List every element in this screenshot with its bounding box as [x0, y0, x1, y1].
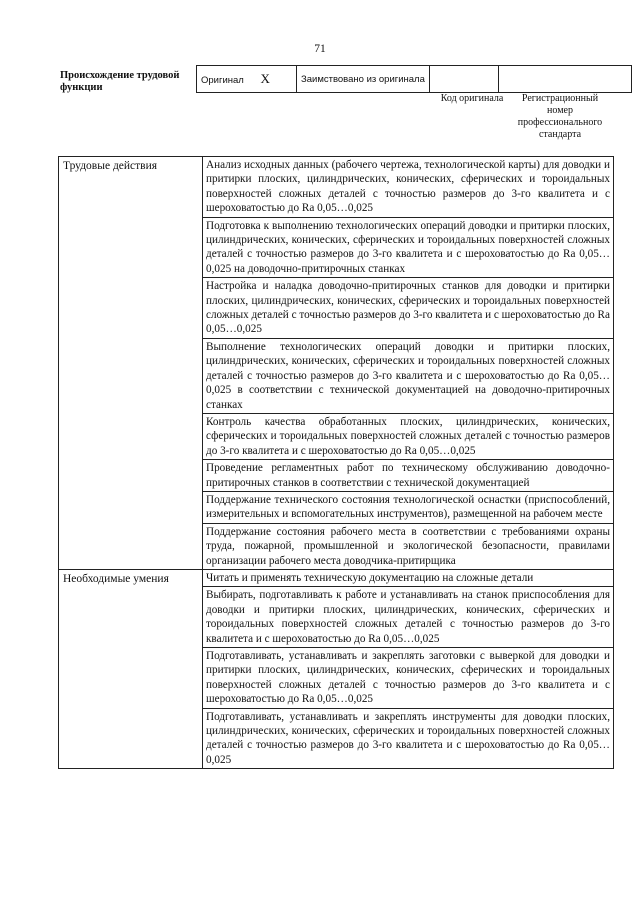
section-label: Трудовые действия: [59, 157, 203, 570]
section-item: Читать и применять техническую документацию на сложные детали: [203, 569, 614, 586]
table-row: [59, 157, 614, 218]
section-item: Подготавливать, устанавливать и закреплять заготовки с выверкой для доводки и притирки плоских, цилиндрических, конических, сферических и тороидальных поверхностей сложных деталей с точностью размеров до 3-го квалитета и с шероховатостью до Ra 0,05…0,025: [203, 648, 614, 709]
original-mark: X: [260, 71, 270, 86]
section-item: Контроль качества обработанных плоских, цилиндрических, конических, сферических и тороидальных поверхностей сложных деталей с точностью размеров до 3-го квалитета и с шероховатостью до Ra 0,05…0,025: [203, 413, 614, 459]
origin-label: Происхождение трудовой функции: [60, 70, 180, 93]
origin-table: [196, 65, 632, 93]
page-number: 71: [314, 43, 326, 55]
original-label: Оригинал: [201, 75, 244, 86]
reg-number-cell: [499, 66, 632, 93]
borrowed-cell: Заимствовано из оригинала: [297, 66, 430, 93]
reg-number-caption: Регистрационный номер профессионального стандарта: [517, 93, 603, 140]
section-item: Выполнение технологических операций доводки и притирки плоских, цилиндрических, конических, сферических и тороидальных поверхностей сложных деталей с точностью размеров до 3-го квалитета и с шероховатостью до Ra 0,05…0,025 в соответствии с технической документацией на доводочно-притирочных станках: [203, 338, 614, 413]
section-item: Проведение регламентных работ по техническому обслуживанию доводочно-притирочных станков в соответствии с технической документацией: [203, 460, 614, 492]
section-item: Выбирать, подготавливать к работе и устанавливать на станок приспособления для доводки и притирки плоских, цилиндрических, конических, сферических и тороидальных поверхностей сложных деталей с точностью размеров до 3-го квалитета и с шероховатостью до Ra 0,05…0,025: [203, 587, 614, 648]
section-item: Подготавливать, устанавливать и закреплять инструменты для доводки плоских, цилиндрических, конических, сферических и тороидальных поверхностей сложных деталей с точностью размеров до 3-го квалитета и с шероховатостью до Ra 0,05…0,025: [203, 708, 614, 769]
section-item: Анализ исходных данных (рабочего чертежа, технологической карты) для доводки и притирки плоских, цилиндрических, конических, сферических и тороидальных поверхностей сложных деталей с точностью размеров до 3-го квалитета и с шероховатостью до Ra 0,05…0,025: [203, 157, 614, 218]
labor-function-table: [58, 156, 614, 769]
section-item: Настройка и наладка доводочно-притирочных станков для доводки и притирки плоских, цилиндрических, конических, сферических и тороидальных поверхностей сложных деталей с точностью размеров до 3-го квалитета и с шероховатостью до Ra 0,05…0,025: [203, 278, 614, 339]
section-item: Поддержание состояния рабочего места в соответствии с требованиями охраны труда, пожарной, промышленной и экологической безопасности, правилами организации рабочего места доводчика-притирщика: [203, 523, 614, 569]
code-original-caption: Код оригинала: [440, 93, 504, 104]
original-cell: [197, 66, 297, 93]
code-cell: [430, 66, 499, 93]
section-item: Подготовка к выполнению технологических операций доводки и притирки плоских, цилиндрических, конических, сферических и тороидальных поверхностей сложных деталей с точностью размеров до 3-го квалитета и с шероховатостью до Ra 0,05…0,025 на доводочно-притирочных станках: [203, 217, 614, 278]
section-item: Поддержание технического состояния технологической оснастки (приспособлений, измерительных и вспомогательных инструментов), размещенной на рабочем месте: [203, 491, 614, 523]
table-row: [59, 569, 614, 586]
section-label: Необходимые умения: [59, 569, 203, 768]
